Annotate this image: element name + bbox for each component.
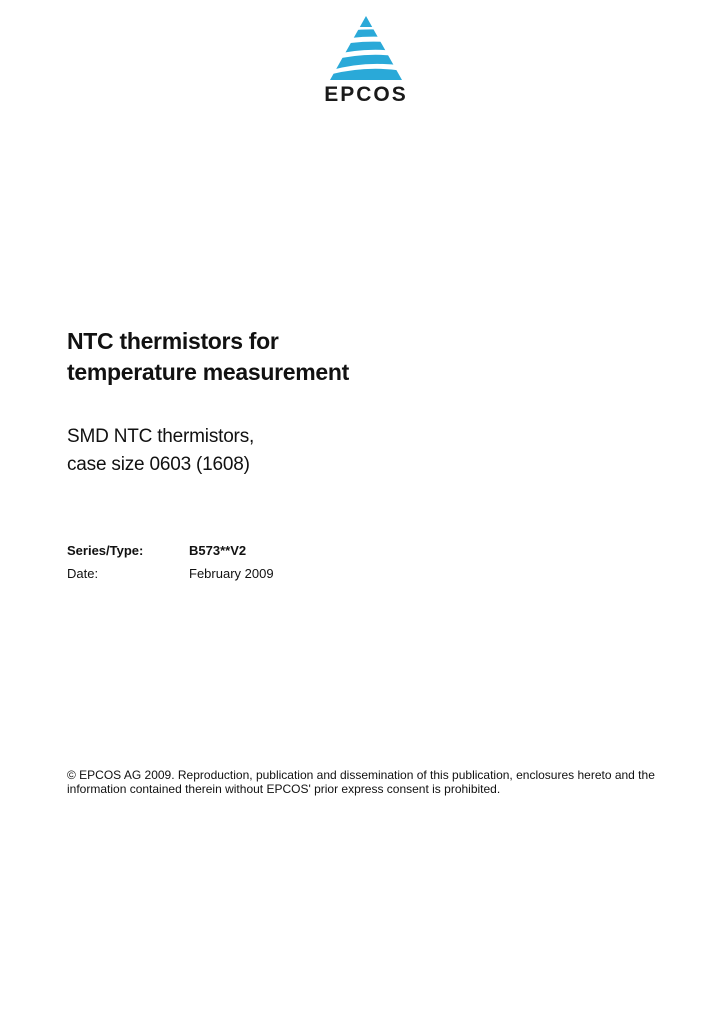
date-label: Date: xyxy=(67,566,99,581)
copyright-line-2: information contained therein without EPCOS' prior express consent is prohibited. xyxy=(67,782,501,796)
copyright-notice xyxy=(67,768,667,796)
logo-wordmark: EPCOS xyxy=(324,83,408,106)
document-title xyxy=(67,326,667,388)
document-meta xyxy=(67,539,667,585)
subtitle-line-2: case size 0603 (1608) xyxy=(67,454,250,475)
series-label: Series/Type: xyxy=(67,543,144,558)
document-subtitle xyxy=(67,423,667,479)
series-value: B573**V2 xyxy=(189,543,247,558)
series-row xyxy=(67,539,667,562)
title-line-2: temperature measurement xyxy=(67,359,349,385)
copyright-line-1: © EPCOS AG 2009. Reproduction, publication and dissemination of this publication, enclosures hereto and the xyxy=(67,768,655,782)
epcos-logo xyxy=(316,14,416,106)
title-line-1: NTC thermistors for xyxy=(67,328,279,354)
date-row xyxy=(67,562,667,585)
epcos-triangle-logo-icon xyxy=(328,14,404,82)
subtitle-line-1: SMD NTC thermistors, xyxy=(67,426,255,447)
date-value: February 2009 xyxy=(189,566,274,581)
